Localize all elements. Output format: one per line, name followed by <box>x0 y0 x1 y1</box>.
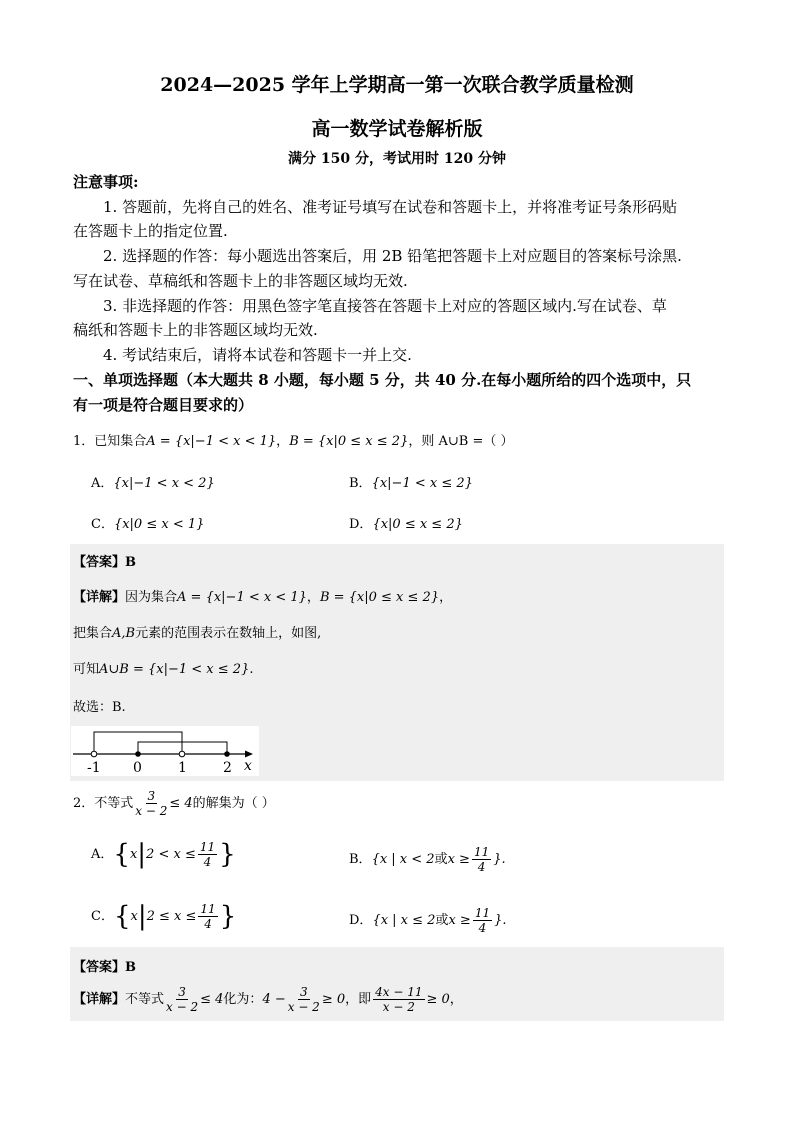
q2-detail-line-1: 【详解】不等式 $\frac{3}{x - 2}$ ≤ 4化为：4 − $\frac{3}{x - 2}$ ≥ 0，即 $\frac{4x - 11}{x - 2}$ ≥ 0， <box>73 985 463 1014</box>
q1-detail-line-3: 可知A∪B = {x|−1 < x ≤ 2}. <box>73 662 254 677</box>
q2-answer: 【答案】B <box>73 960 137 975</box>
tick-label-2: 2 <box>223 760 232 776</box>
note-line-2: 在答题卡上的指定位置. <box>73 222 228 240</box>
q1-option-b[interactable]: B．{x|−1 < x ≤ 2} <box>349 476 473 491</box>
note-line-7: 4. 考试结束后，请将本试卷和答题卡一并上交. <box>103 346 412 364</box>
q2-option-c[interactable]: C．{x|2 ≤ x ≤ $\frac{11}{4}$ } <box>91 901 237 932</box>
q1-option-a[interactable]: A．{x|−1 < x < 2} <box>91 476 215 491</box>
exam-subtitle: 高一数学试卷解析版 <box>311 118 483 140</box>
q1-option-d[interactable]: D．{x|0 ≤ x ≤ 2} <box>349 517 463 532</box>
exam-title: 2024—2025 学年上学期高一第一次联合教学质量检测 <box>160 74 634 96</box>
q1-answer: 【答案】B <box>73 555 137 570</box>
q2-option-b[interactable]: B．{x | x < 2或x ≥ $\frac{11}{4}$ }. <box>349 845 506 874</box>
note-line-3: 2. 选择题的作答：每小题选出答案后，用 2B 铅笔把答题卡上对应题目的答案标号涂黑. <box>103 247 682 265</box>
q1-choose: 故选：B. <box>73 700 126 715</box>
note-line-5: 3. 非选择题的作答：用黑色签字笔直接答在答题卡上对应的答题区域内.写在试卷、草 <box>103 297 667 315</box>
q1-option-c[interactable]: C．{x|0 ≤ x < 1} <box>91 517 205 532</box>
number-line-figure <box>71 726 259 776</box>
axis-var-label: x <box>244 758 252 774</box>
score-line: 满分 150 分，考试用时 120 分钟 <box>288 151 506 167</box>
note-line-6: 稿纸和答题卡上的非答题区域均无效. <box>73 321 318 339</box>
note-line-1: 1. 答题前，先将自己的姓名、准考证号填写在试卷和答题卡上，并将准考证号条形码贴 <box>103 198 678 216</box>
q1-stem: 1．已知集合A = {x|−1 < x < 1}，B = {x|0 ≤ x ≤ 2}，则 A∪B =（ ） <box>73 434 514 449</box>
q1-detail-line-2: 把集合A,B元素的范围表示在数轴上，如图, <box>73 626 322 641</box>
tick-label-0: 0 <box>133 760 142 776</box>
q2-stem-fraction: $\frac{3}{x - 2}$ <box>135 789 168 818</box>
tick-label-neg1: -1 <box>87 760 101 776</box>
q1-detail-line-1: 【详解】因为集合A = {x|−1 < x < 1}，B = {x|0 ≤ x ≤ 2}， <box>73 590 453 605</box>
section-heading-line-2: 有一项是符合题目要求的） <box>73 396 254 414</box>
q1-set-b: B = {x|0 ≤ x ≤ 2} <box>289 434 409 449</box>
q2-stem: 2．不等式 $\frac{3}{x - 2}$ ≤ 4的解集为（ ） <box>73 789 275 818</box>
q2-option-a[interactable]: A．{x|2 < x ≤ $\frac{11}{4}$ } <box>91 839 236 870</box>
notes-heading: 注意事项: <box>73 173 139 191</box>
q2-option-d[interactable]: D．{x | x ≤ 2或x ≥ $\frac{11}{4}$ }. <box>349 906 507 935</box>
note-line-4: 写在试卷、草稿纸和答题卡上的非答题区域均无效. <box>73 272 408 290</box>
q1-set-a: A = {x|−1 < x < 1} <box>146 434 277 449</box>
tick-label-1: 1 <box>178 760 187 776</box>
section-heading-line-1: 一、单项选择题（本大题共 8 小题，每小题 5 分，共 40 分.在每小题所给的四个选项中，只 <box>73 371 692 389</box>
